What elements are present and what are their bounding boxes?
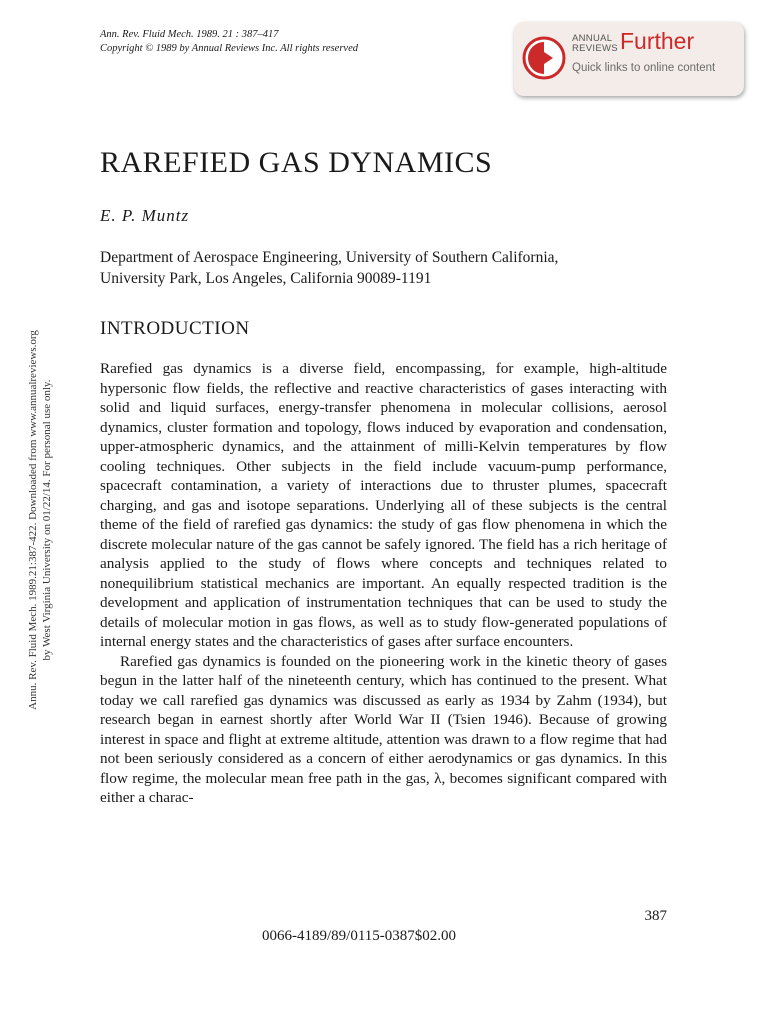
paragraph: Rarefied gas dynamics is founded on the pioneering work in the kinetic theory of gases begun in the latter half of the nineteenth century, which has continued to the present. What today we call rarefied gas dynamics was discussed as early as 1934 by Zahm (1934), but research began in earnest shortly after World War II (Tsien 1946). Because of growing interest in space and flight at extreme altitude, attention was drawn to a flow regime that had not been seriously considered as a concern of either aerodynamics or gas dynamics. In this flow regime, the molecular mean free path in the gas, λ, becomes significant compared with either a charac-: [100, 652, 667, 806]
download-stamp-line1: Annu. Rev. Fluid Mech. 1989.21:387-422. Downloaded from www.annualreviews.org: [27, 330, 39, 710]
copyright-line: Copyright © 1989 by Annual Reviews Inc. All rights reserved: [100, 43, 358, 54]
journal-header: [100, 28, 358, 56]
page-number: 387: [644, 908, 667, 924]
citation-line: Ann. Rev. Fluid Mech. 1989. 21 : 387–417: [100, 29, 279, 40]
article-title: RAREFIED GAS DYNAMICS: [100, 146, 493, 179]
play-circle-icon: [522, 36, 566, 80]
affiliation-line1: Department of Aerospace Engineering, University of Southern California,: [100, 249, 559, 266]
author-name: E. P. Muntz: [100, 206, 190, 225]
author-affiliation: [100, 247, 680, 289]
section-heading: INTRODUCTION: [100, 318, 250, 339]
article-body: [100, 359, 667, 808]
annual-reviews-further-badge[interactable]: [514, 22, 744, 96]
issn-code: 0066-4189/89/0115-0387$02.00: [262, 928, 457, 944]
affiliation-line2: University Park, Los Angeles, California 90089-1191: [100, 270, 432, 287]
annual-reviews-wordmark: ANNUAL REVIEWS: [572, 33, 618, 54]
quick-links-tagline: Quick links to online content: [572, 62, 716, 74]
download-stamp-line2: by West Virginia University on 01/22/14. For personal use only.: [41, 379, 53, 661]
paragraph: Rarefied gas dynamics is a diverse field, encompassing, for example, high-altitude hypersonic flow fields, the reflective and reactive characteristics of gases interacting with solid and liquid surfaces, energy-transfer phenomena in molecular collisions, aerosol dynamics, cluster formation and topology, flows induced by evaporation and condensation, upper-atmospheric dynamics, and the attainment of milli-Kelvin temperatures by flow cooling techniques. Other subjects in the field include vacuum-pump performance, spacecraft contamination, a variety of interactions due to thruster plumes, spacecraft charging, and gas and isotope separations. Underlying all of these subjects is the central theme of the field of rarefied gas dynamics: the study of gas flow phenomena in which the discrete molecular nature of the gas cannot be safely ignored. The field has a rich heritage of analysis applied to the study of flows where concepts and techniques related to nonequilibrium statistical mechanics are important. An equally respected tradition is the development and application of instrumentation techniques that can be used to study the details of molecular motion in gas flows, as well as to study flow-generated populations of internal energy states and the characteristics of gases after surface encounters.: [100, 360, 667, 650]
further-label: Further: [620, 28, 695, 54]
